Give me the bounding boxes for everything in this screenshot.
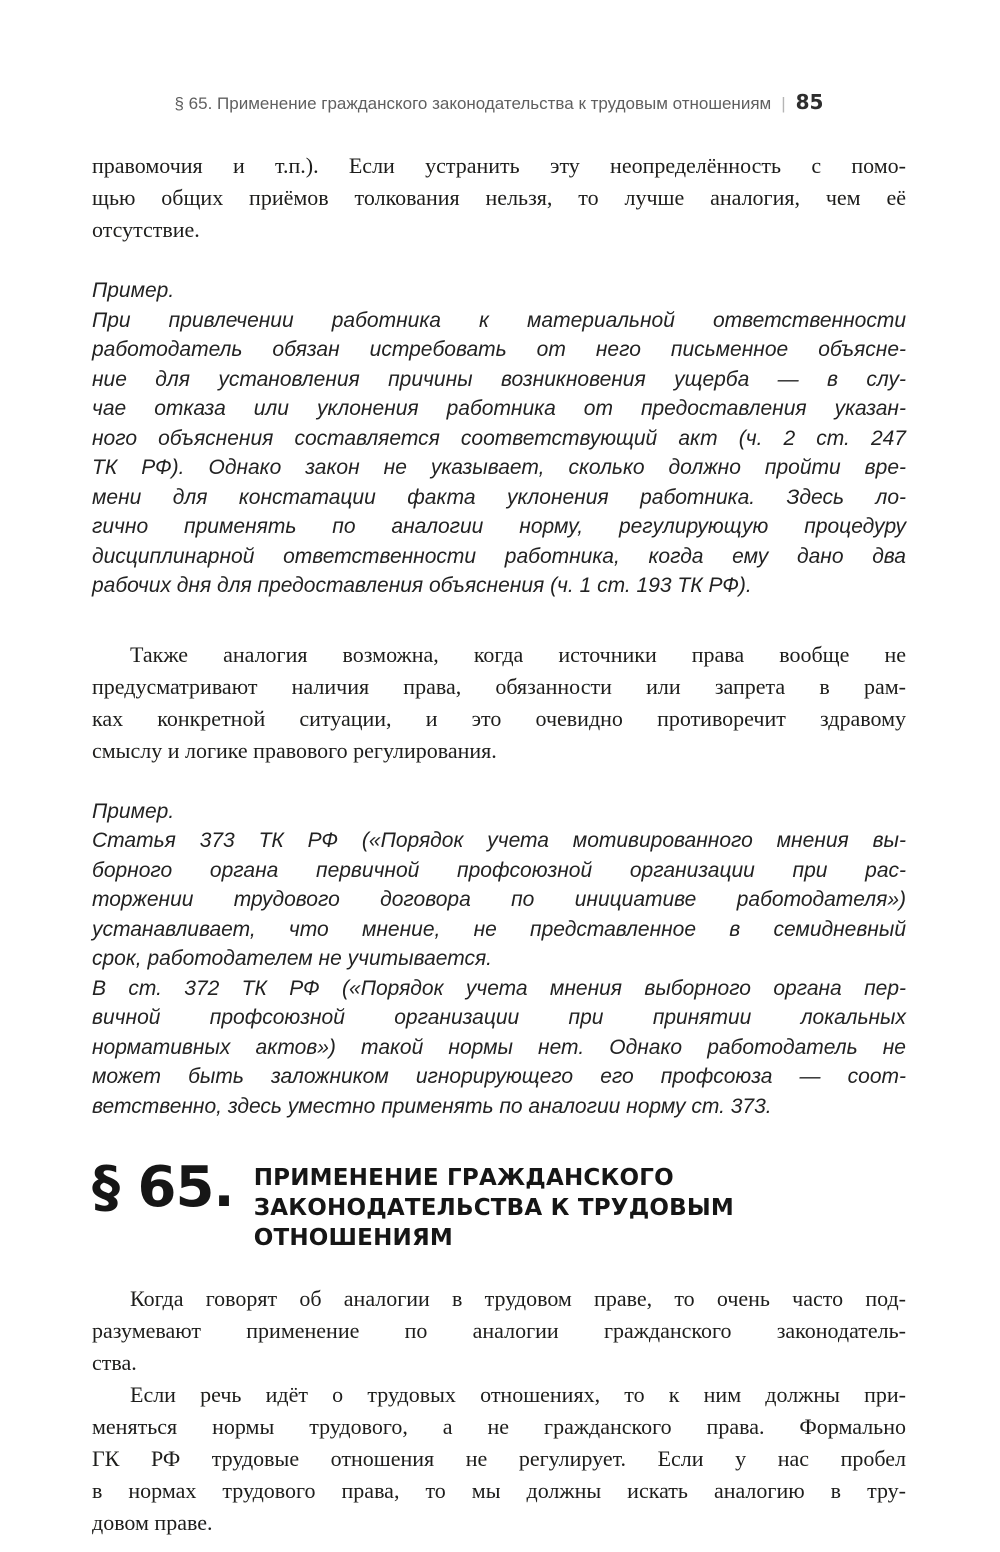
section-title-line: ОТНОШЕНИЯМ xyxy=(253,1225,453,1251)
text-line: Статья 373 ТК РФ («Порядок учета мотивированного мнения вы- xyxy=(92,829,906,852)
text-line: При привлечении работника к материальной ответственности xyxy=(92,308,906,332)
text-line: дисциплинарной ответственности работника, когда ему дано два xyxy=(92,544,906,568)
paragraph xyxy=(92,974,906,1122)
text-line: мени для констатации факта уклонения работника. Здесь ло- xyxy=(92,485,906,509)
paragraph xyxy=(92,826,906,974)
body-paragraph-block xyxy=(92,1283,906,1539)
header-divider: | xyxy=(781,94,786,113)
text-line: устанавливает, что мнение, не представленное в семидневный xyxy=(92,917,906,941)
text-line: ние для установления причины возникновения ущерба — в слу- xyxy=(92,367,906,391)
text-line: Пример. xyxy=(92,799,175,823)
text-line: отсутствие. xyxy=(92,217,200,242)
text-line: ках конкретной ситуации, и это очевидно противоречит здравому xyxy=(92,705,906,731)
body-paragraph-block xyxy=(92,639,906,767)
text-line: вичной профсоюзной организации при принятии локальных xyxy=(92,1006,906,1029)
text-line: работодатель обязан истребовать от него письменное объясне- xyxy=(92,338,906,361)
section-title xyxy=(254,1161,734,1253)
page-number: 85 xyxy=(795,90,824,114)
page-header xyxy=(92,90,906,114)
text-line: рабочих дня для предоставления объяснения (ч. 1 ст. 193 ТК РФ). xyxy=(92,574,752,597)
paragraph xyxy=(92,276,906,306)
section-heading xyxy=(92,1155,906,1253)
text-line: В ст. 372 ТК РФ («Порядок учета мнения выборного органа пер- xyxy=(92,976,906,1000)
text-line: борного органа первичной профсоюзной организации при рас- xyxy=(92,858,906,882)
text-line: Когда говорят об аналогии в трудовом праве, то очень часто под- xyxy=(130,1286,906,1311)
example-block xyxy=(92,276,906,601)
paragraph xyxy=(92,150,906,246)
section-number: § 65. xyxy=(92,1155,234,1220)
section-title-line: ЗАКОНОДАТЕЛЬСТВА К ТРУДОВЫМ xyxy=(253,1195,734,1221)
paragraph xyxy=(92,1379,906,1539)
page-content xyxy=(92,150,906,1539)
text-line: разумевают применение по аналогии гражданского законодатель- xyxy=(92,1318,906,1343)
paragraph xyxy=(92,306,906,601)
text-line: щью общих приёмов толкования нельзя, то лучше аналогия, чем её xyxy=(92,185,906,210)
paragraph xyxy=(92,797,906,827)
text-line: ства. xyxy=(92,1350,137,1375)
example-block xyxy=(92,797,906,1122)
text-line: нормативных актов») такой нормы нет. Однако работодатель не xyxy=(92,1035,906,1059)
paragraph xyxy=(92,639,906,767)
text-line: гично применять по аналогии норму, регулирующую процедуру xyxy=(92,515,906,538)
text-line: ГК РФ трудовые отношения не регулирует. Если у нас пробел xyxy=(92,1446,906,1471)
text-line: Пример. xyxy=(92,279,175,302)
text-line: ного объяснения составляется соответствующий акт (ч. 2 ст. 247 xyxy=(92,426,906,450)
text-line: ветственно, здесь уместно применять по аналогии норму ст. 373. xyxy=(92,1094,772,1118)
text-line: Если речь идёт о трудовых отношениях, то к ним должны при- xyxy=(130,1382,906,1407)
text-line: предусматривают наличия права, обязанности или запрета в рам- xyxy=(92,673,906,699)
text-line: Также аналогия возможна, когда источники права вообще не xyxy=(130,641,906,667)
body-paragraph-block xyxy=(92,150,906,246)
text-line: меняться нормы трудового, а не гражданского права. Формально xyxy=(92,1414,906,1439)
running-title: § 65. Применение гражданского законодательства к трудовым отношениям xyxy=(174,94,772,113)
text-line: торжении трудового договора по инициативе работодателя») xyxy=(92,888,906,911)
paragraph xyxy=(92,1283,906,1379)
text-line: срок, работодателем не учитывается. xyxy=(92,947,493,970)
text-line: чае отказа или уклонения работника от предоставления указан- xyxy=(92,397,906,420)
section-title-line: ПРИМЕНЕНИЕ ГРАЖДАНСКОГО xyxy=(253,1165,674,1191)
text-line: довом праве. xyxy=(92,1510,213,1535)
text-line: может быть заложником игнорирующего его профсоюза — соот- xyxy=(92,1065,906,1088)
text-line: ТК РФ). Однако закон не указывает, сколько должно пройти вре- xyxy=(92,456,906,479)
text-line: смыслу и логике правового регулирования. xyxy=(92,737,497,763)
text-line: правомочия и т.п.). Если устранить эту неопределённость с помо- xyxy=(92,153,906,178)
text-line: в нормах трудового права, то мы должны искать аналогию в тру- xyxy=(92,1478,906,1503)
